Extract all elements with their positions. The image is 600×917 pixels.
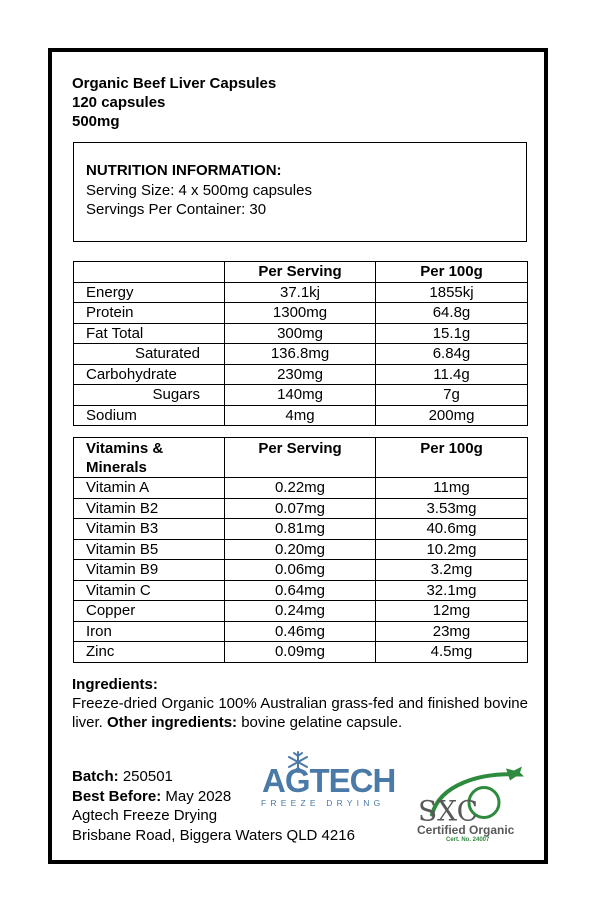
per-serving-value: 0.20mg <box>225 539 376 560</box>
table-row <box>74 323 528 344</box>
nutrient-name: Vitamin B2 <box>74 498 225 519</box>
per-100g-value: 3.2mg <box>376 560 528 581</box>
nutrient-name: Saturated <box>74 344 225 365</box>
per-100g-value: 15.1g <box>376 323 528 344</box>
per-100g-value: 7g <box>376 385 528 406</box>
column-header: Vitamins & Minerals <box>74 438 225 478</box>
per-serving-value: 230mg <box>225 364 376 385</box>
nutrient-name: Vitamin C <box>74 580 225 601</box>
per-100g-value: 12mg <box>376 601 528 622</box>
nutrient-name: Sugars <box>74 385 225 406</box>
agtech-wordmark: AGTECH <box>262 762 396 799</box>
cert-number: Cert. No. 24007 <box>446 837 490 843</box>
agtech-logo <box>258 750 402 810</box>
per-100g-value: 11.4g <box>376 364 528 385</box>
per-100g-value: 11mg <box>376 478 528 499</box>
product-dose: 500mg <box>72 113 120 130</box>
per-serving-value: 0.22mg <box>225 478 376 499</box>
table-row <box>74 580 528 601</box>
servings-per-container: Servings Per Container: 30 <box>86 201 267 218</box>
table-row <box>74 539 528 560</box>
vitamins-table <box>73 437 528 663</box>
nutrient-name: Carbohydrate <box>74 364 225 385</box>
ingredients-main: Freeze-dried Organic 100% Australian grass-fed and finished bovine liver. <box>72 695 528 731</box>
table-row <box>74 642 528 663</box>
ingredients-text <box>72 694 528 732</box>
serving-size: Serving Size: 4 x 500mg capsules <box>86 181 312 199</box>
per-serving-value: 0.46mg <box>225 621 376 642</box>
table-header-row <box>74 262 528 283</box>
other-ingredients-text: bovine gelatine capsule. <box>241 714 403 731</box>
column-header <box>74 262 225 283</box>
agtech-tagline: FREEZE DRYING <box>261 798 385 808</box>
per-100g-value: 3.53mg <box>376 498 528 519</box>
per-serving-value: 140mg <box>225 385 376 406</box>
table-row <box>74 364 528 385</box>
table-header-row <box>74 438 528 478</box>
sxc-wordmark: SXC <box>418 794 479 828</box>
nutrition-info-heading: NUTRITION INFORMATION: <box>86 162 282 179</box>
table-row <box>74 282 528 303</box>
nutrient-name: Vitamin B9 <box>74 560 225 581</box>
nutrient-name: Copper <box>74 601 225 622</box>
per-serving-value: 0.06mg <box>225 560 376 581</box>
product-block <box>72 74 276 131</box>
nutrient-name: Protein <box>74 303 225 324</box>
ingredients-heading: Ingredients: <box>72 676 158 693</box>
table-row <box>74 560 528 581</box>
nutrition-table <box>73 261 528 426</box>
table-row <box>74 498 528 519</box>
table-row <box>74 621 528 642</box>
table-row <box>74 405 528 426</box>
product-count: 120 capsules <box>72 94 166 111</box>
ingredients-section <box>72 675 528 732</box>
per-serving-value: 0.09mg <box>225 642 376 663</box>
per-serving-value: 0.64mg <box>225 580 376 601</box>
per-100g-value: 23mg <box>376 621 528 642</box>
column-header: Per 100g <box>376 438 528 478</box>
column-header: Per Serving <box>225 438 376 478</box>
per-100g-value: 4.5mg <box>376 642 528 663</box>
best-before-value: May 2028 <box>165 787 232 805</box>
per-100g-value: 32.1mg <box>376 580 528 601</box>
nutrient-name: Zinc <box>74 642 225 663</box>
table-row <box>74 478 528 499</box>
per-100g-value: 10.2mg <box>376 539 528 560</box>
nutrient-name: Sodium <box>74 405 225 426</box>
other-ingredients-label: Other ingredients: <box>107 714 238 731</box>
certified-organic-label: Certified Organic <box>417 823 515 837</box>
batch-label: Batch: <box>72 768 119 785</box>
per-serving-value: 37.1kj <box>225 282 376 303</box>
per-100g-value: 6.84g <box>376 344 528 365</box>
per-100g-value: 64.8g <box>376 303 528 324</box>
table-row <box>74 601 528 622</box>
company-name: Agtech Freeze Drying <box>72 807 218 824</box>
company-address: Brisbane Road, Biggera Waters QLD 4216 <box>72 826 355 844</box>
per-100g-value: 1855kj <box>376 282 528 303</box>
nutrition-info-box <box>73 142 527 242</box>
column-header: Per 100g <box>376 262 528 283</box>
nutrient-name: Energy <box>74 282 225 303</box>
table-row <box>74 303 528 324</box>
per-100g-value: 200mg <box>376 405 528 426</box>
nutrient-name: Vitamin B3 <box>74 519 225 540</box>
per-serving-value: 0.24mg <box>225 601 376 622</box>
per-serving-value: 136.8mg <box>225 344 376 365</box>
nutrient-name: Vitamin B5 <box>74 539 225 560</box>
batch-value: 250501 <box>122 768 173 785</box>
nutrient-name: Vitamin A <box>74 478 225 499</box>
table-row <box>74 385 528 406</box>
per-serving-value: 0.07mg <box>225 498 376 519</box>
per-serving-value: 300mg <box>225 323 376 344</box>
table-row <box>74 519 528 540</box>
table-row <box>74 344 528 365</box>
per-serving-value: 4mg <box>225 405 376 426</box>
nutrient-name: Fat Total <box>74 323 225 344</box>
per-100g-value: 40.6mg <box>376 519 528 540</box>
best-before-label: Best Before: <box>72 787 162 805</box>
per-serving-value: 1300mg <box>225 303 376 324</box>
column-header: Per Serving <box>225 262 376 283</box>
per-serving-value: 0.81mg <box>225 519 376 540</box>
nutrient-name: Iron <box>74 621 225 642</box>
product-name: Organic Beef Liver Capsules <box>72 75 277 92</box>
